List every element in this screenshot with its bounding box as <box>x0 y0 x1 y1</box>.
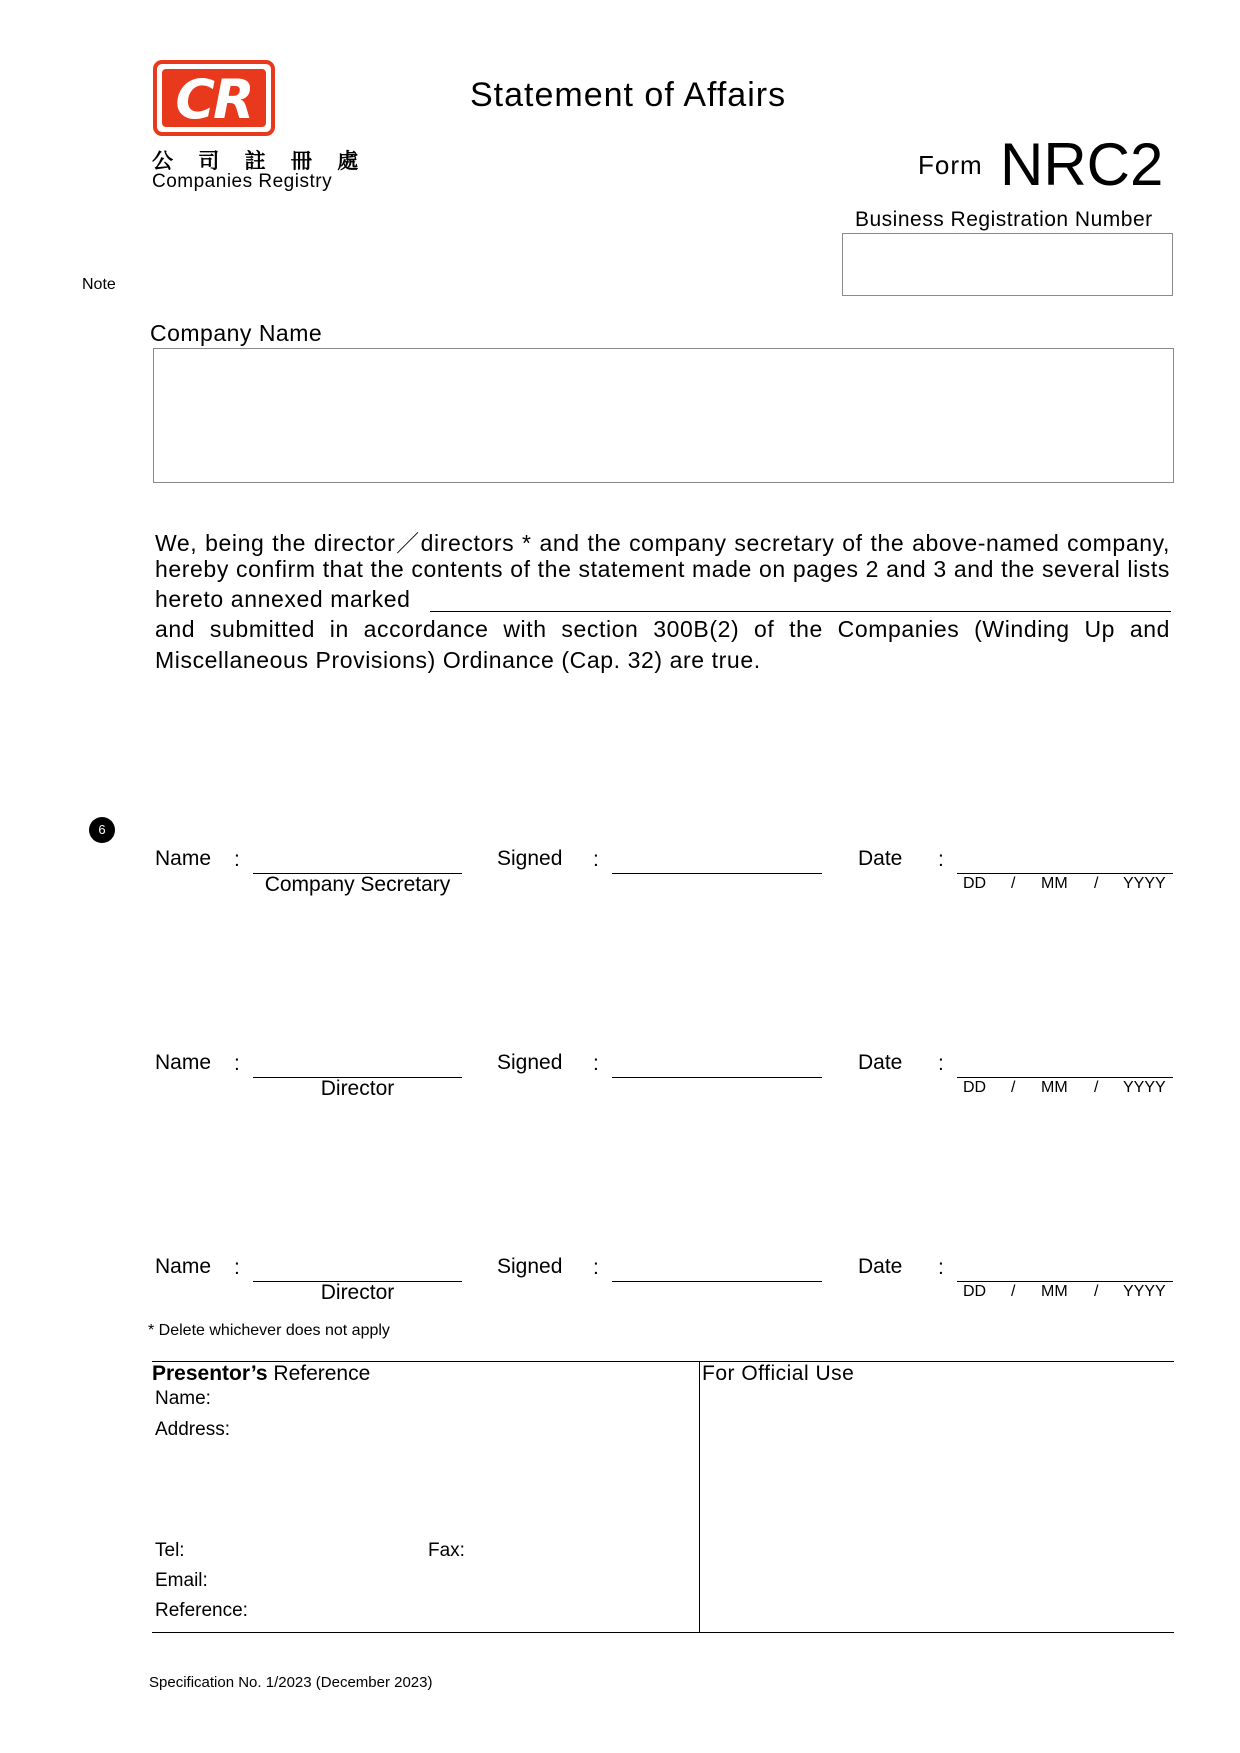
business-registration-number-label: Business Registration Number <box>855 208 1153 231</box>
date-label: Date <box>858 1051 903 1074</box>
presentor-fax-label: Fax: <box>428 1540 465 1561</box>
statement-line-1: We, being the director／directors * and the company secretary of the above-named company, <box>155 530 1170 556</box>
date-separator: / <box>1094 1079 1099 1096</box>
date-colon: : <box>938 848 944 871</box>
date-separator: / <box>1011 875 1016 892</box>
date-mm-hint: MM <box>1041 875 1068 892</box>
form-title: Statement of Affairs <box>470 76 787 114</box>
date-dd-hint: DD <box>963 875 987 892</box>
presentor-title-rest: Reference <box>267 1362 371 1385</box>
presentor-reference-title <box>152 1362 370 1386</box>
signed-colon: : <box>593 848 599 871</box>
date-mm-hint: MM <box>1041 1283 1068 1300</box>
presentor-address-label: Address: <box>155 1419 230 1440</box>
business-registration-number-field[interactable] <box>842 233 1173 296</box>
role-label: Director <box>320 1077 395 1100</box>
signature-field[interactable] <box>612 873 822 874</box>
companies-registry-logo <box>153 60 275 136</box>
signed-colon: : <box>593 1256 599 1279</box>
statement-line-3: hereto annexed marked <box>155 586 411 612</box>
role-label: Company Secretary <box>264 873 451 896</box>
registry-english-name: Companies Registry <box>152 171 333 192</box>
presentor-title-bold: Presentor’s <box>152 1362 268 1385</box>
form-word: Form <box>918 150 983 180</box>
name-colon: : <box>234 1256 240 1279</box>
presentor-tel-label: Tel: <box>155 1540 185 1561</box>
date-field[interactable] <box>957 1077 1173 1078</box>
date-separator: / <box>1094 1283 1099 1300</box>
date-dd-hint: DD <box>963 1079 987 1096</box>
presentor-reference-label: Reference: <box>155 1600 248 1621</box>
date-colon: : <box>938 1052 944 1075</box>
signed-label: Signed <box>497 847 563 870</box>
name-colon: : <box>234 1052 240 1075</box>
official-use-title: For Official Use <box>702 1362 855 1385</box>
date-label: Date <box>858 847 903 870</box>
form-code: NRC2 <box>1000 131 1164 198</box>
date-yyyy-hint: YYYY <box>1123 1283 1166 1300</box>
name-colon: : <box>234 848 240 871</box>
role-label: Director <box>320 1281 395 1304</box>
presentor-bottom-rule <box>152 1632 1174 1633</box>
presentor-divider <box>699 1361 700 1633</box>
name-label: Name <box>155 1051 212 1074</box>
company-name-label: Company Name <box>150 320 323 346</box>
name-label: Name <box>155 1255 212 1278</box>
date-dd-hint: DD <box>963 1283 987 1300</box>
note-label: Note <box>82 276 116 293</box>
date-label: Date <box>858 1255 903 1278</box>
annexed-marked-field[interactable] <box>430 611 1171 612</box>
date-separator: / <box>1094 875 1099 892</box>
signed-colon: : <box>593 1052 599 1075</box>
date-mm-hint: MM <box>1041 1079 1068 1096</box>
signed-label: Signed <box>497 1051 563 1074</box>
date-yyyy-hint: YYYY <box>1123 875 1166 892</box>
date-colon: : <box>938 1256 944 1279</box>
date-separator: / <box>1011 1079 1016 1096</box>
specification-number: Specification No. 1/2023 (December 2023) <box>149 1674 433 1691</box>
presentor-email-label: Email: <box>155 1570 208 1591</box>
footnote: * Delete whichever does not apply <box>148 1322 390 1339</box>
statement-line-4: and submitted in accordance with section 300B(2) of the Companies (Winding Up and <box>155 616 1170 642</box>
signature-field[interactable] <box>612 1077 822 1078</box>
logo-background <box>162 68 266 131</box>
signed-label: Signed <box>497 1255 563 1278</box>
note-6-badge: 6 <box>89 817 115 843</box>
company-name-field[interactable] <box>153 348 1174 483</box>
date-field[interactable] <box>957 873 1173 874</box>
logo-text: CR <box>175 68 253 131</box>
signature-field[interactable] <box>612 1281 822 1282</box>
name-label: Name <box>155 847 212 870</box>
date-field[interactable] <box>957 1281 1173 1282</box>
registry-chinese-name: 公 司 註 冊 處 <box>152 149 368 173</box>
statement-line-2: hereby confirm that the contents of the statement made on pages 2 and 3 and the several lists <box>155 556 1170 582</box>
date-separator: / <box>1011 1283 1016 1300</box>
statement-line-5: Miscellaneous Provisions) Ordinance (Cap. 32) are true. <box>155 647 761 673</box>
presentor-name-label: Name: <box>155 1388 211 1409</box>
date-yyyy-hint: YYYY <box>1123 1079 1166 1096</box>
